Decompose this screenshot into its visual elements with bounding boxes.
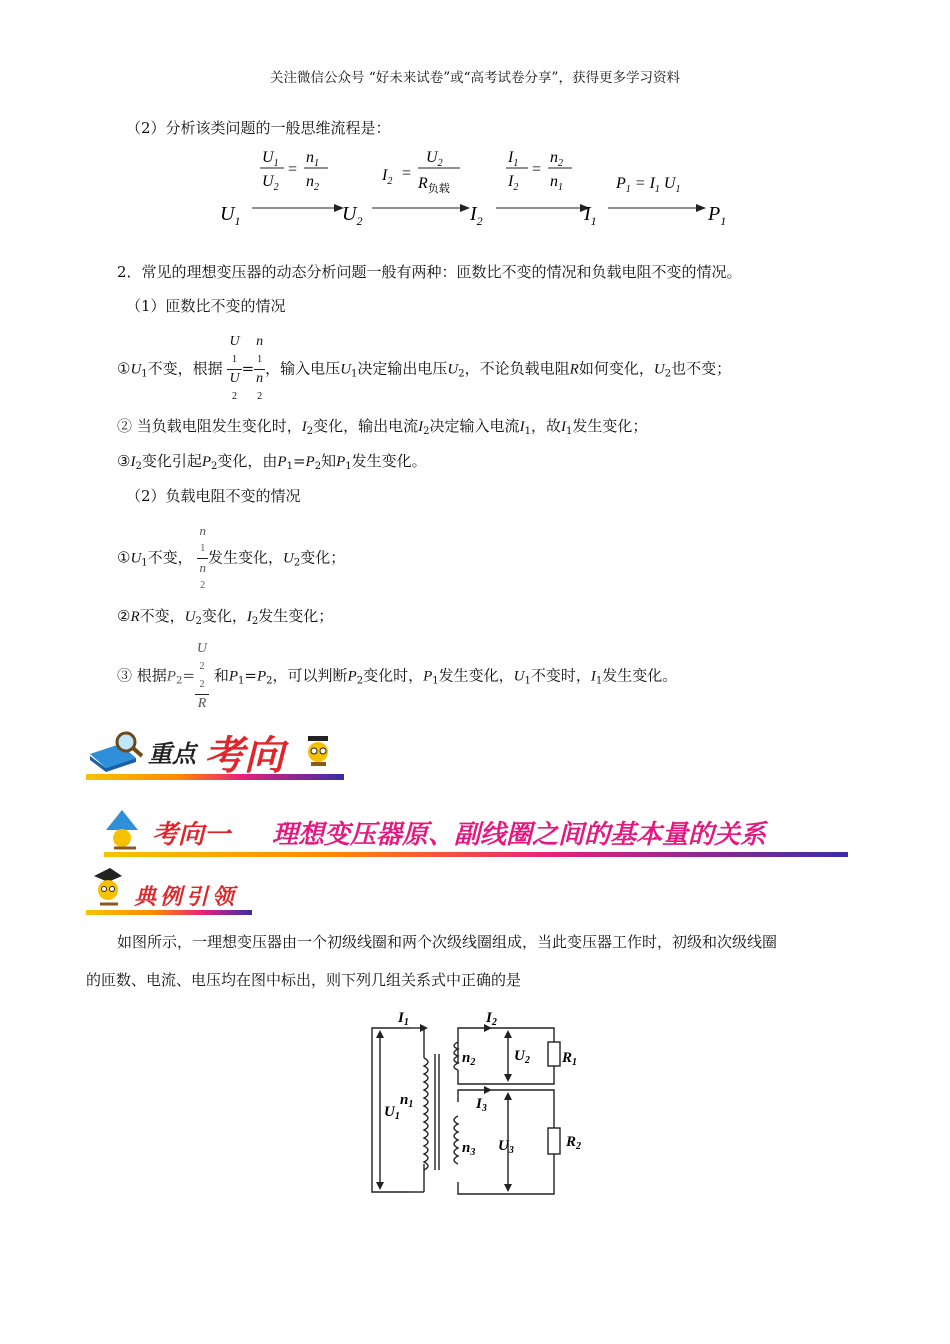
svg-text:n2: $n_2$ bbox=[550, 149, 563, 169]
svg-text:U2: $U_2$ bbox=[262, 173, 279, 193]
flow-diagram bbox=[212, 142, 742, 232]
svg-text:n3: $n_3$ bbox=[462, 1140, 476, 1158]
svg-text:I2: $I_2$ bbox=[470, 203, 483, 228]
case-1-item-2: ② 当负载电阻发生变化时，$I_2$变化，输出电流$I_2$决定输入电流$I_1$，故$I_1$发生变化； bbox=[117, 417, 648, 437]
svg-text:I2: $I_2$ bbox=[508, 173, 519, 193]
svg-text:I1: $I_1$ bbox=[508, 149, 519, 169]
svg-text:U2: $U_2$ bbox=[342, 203, 363, 228]
flow-node-u2: U bbox=[342, 203, 357, 225]
svg-text:P1 = I1 U1: $P_1 = I_1$ $U_1$ bbox=[616, 175, 681, 195]
svg-text:U1: $U_1$ bbox=[220, 203, 241, 228]
case-2-title: （2）负载电阻不变的情况 bbox=[126, 487, 301, 505]
flow-svg bbox=[212, 142, 742, 232]
transformer-circuit-svg bbox=[362, 1004, 602, 1200]
case-2-item-1: $①U_1$不变， n 1 n 2 发生变化，$U_2$变化； bbox=[117, 522, 345, 572]
svg-text:R2: $R_2$ bbox=[566, 1134, 582, 1152]
svg-text:I2: $I_2$ bbox=[486, 1010, 497, 1028]
svg-text:n1: $n_1$ bbox=[306, 149, 319, 169]
svg-text:P1: $P_1$ bbox=[708, 203, 727, 228]
svg-text:I1: $I_1$ bbox=[398, 1010, 409, 1028]
flow-load-label: 负载 bbox=[427, 182, 450, 195]
flow-intro: （2）分析该类问题的一般思维流程是： bbox=[126, 119, 391, 137]
banner-key-label-b: 考向 bbox=[204, 733, 284, 779]
flow-node-p1: P bbox=[708, 203, 721, 225]
fraction-n1-n2: n 1 n 2 bbox=[256, 334, 264, 402]
flow-node-i2: I bbox=[470, 203, 477, 225]
flow-node-u1: U bbox=[220, 203, 235, 225]
transformer-diagram bbox=[362, 1004, 602, 1200]
section-2-title: 2．常见的理想变压器的动态分析问题一般有两种：匝数比不变的情况和负载电阻不变的情况。 bbox=[117, 263, 742, 281]
svg-text:=: = bbox=[402, 165, 412, 182]
page-header: 关注微信公众号 “好未来试卷”或“高考试卷分享”，获得更多学习资料 bbox=[270, 70, 680, 86]
svg-text:n1: $n_1$ bbox=[400, 1092, 414, 1110]
svg-text:n2: $n_2$ bbox=[306, 173, 319, 193]
svg-text:U1: $U_1$ bbox=[262, 149, 279, 169]
svg-text:U1: $U_1$ bbox=[384, 1104, 400, 1122]
svg-text:I2: $I_2$ bbox=[382, 167, 393, 187]
svg-text:=: = bbox=[288, 161, 298, 178]
case-1-title: （1）匝数比不变的情况 bbox=[126, 297, 286, 315]
svg-text:I1: $I_1$ bbox=[584, 203, 597, 228]
case-1-item-1: $①U_1$不变，根据 U 1 U 2 = n 1 n 2 ，输入电压$U_1$决定输出电压$U_2$，不论负载电阻R如何变化，$U_2$也不变； bbox=[117, 333, 731, 383]
svg-text:U2: $U_2$ bbox=[426, 149, 443, 169]
example-line-1: 如图所示，一理想变压器由一个初级线圈和两个次级线圈组成，当此变压器工作时，初级和次级线圈 bbox=[117, 933, 778, 951]
flow-node-i1: I bbox=[584, 203, 591, 225]
svg-text:n1: $n_1$ bbox=[550, 173, 563, 193]
banner-direction-title: 理想变压器原、副线圈之间的基本量的关系 bbox=[272, 820, 767, 850]
banner-key-label-a: 重点 bbox=[148, 740, 196, 768]
case-2-item-2: ②R不变，$U_2$变化，$I_2$发生变化； bbox=[117, 607, 334, 627]
case-2-item-3: ③ 根据$P_2=$ U 2 2 R 和$P_1=P_2$，可以判断$P_2$变化时，$P_1$发生变化，$U_1$不变时，$I_1$发生变化。 bbox=[117, 641, 678, 711]
fraction-u1-u2: U 1 U 2 bbox=[229, 334, 240, 402]
banner-example bbox=[86, 866, 256, 918]
banner-direction-label: 考向一 bbox=[152, 820, 231, 850]
svg-text:R负载: $R_{负载}$ bbox=[418, 175, 450, 195]
svg-text:U3: $U_3$ bbox=[498, 1138, 514, 1156]
svg-text:n2: $n_2$ bbox=[462, 1050, 476, 1068]
example-line-2: 的匝数、电流、电压均在图中标出，则下列几组关系式中正确的是 bbox=[86, 971, 522, 989]
banner-direction-one bbox=[100, 808, 852, 862]
banner-key-direction bbox=[86, 724, 348, 786]
svg-text:R1: $R_1$ bbox=[562, 1050, 578, 1068]
fraction-n1-n2-b: n 1 n 2 bbox=[199, 523, 206, 591]
banner-example-title: 典例引领 bbox=[134, 885, 239, 910]
fraction-u2sq-r: U 2 2 R bbox=[196, 641, 208, 711]
svg-text:=: = bbox=[532, 161, 542, 178]
svg-text:I3: $I_3$ bbox=[476, 1096, 487, 1114]
svg-text:U2: $U_2$ bbox=[514, 1048, 530, 1066]
case-1-item-3: $③I_2$变化引起$P_2$变化，由$P_1=P_2$知$P_1$发生变化。 bbox=[117, 452, 427, 472]
